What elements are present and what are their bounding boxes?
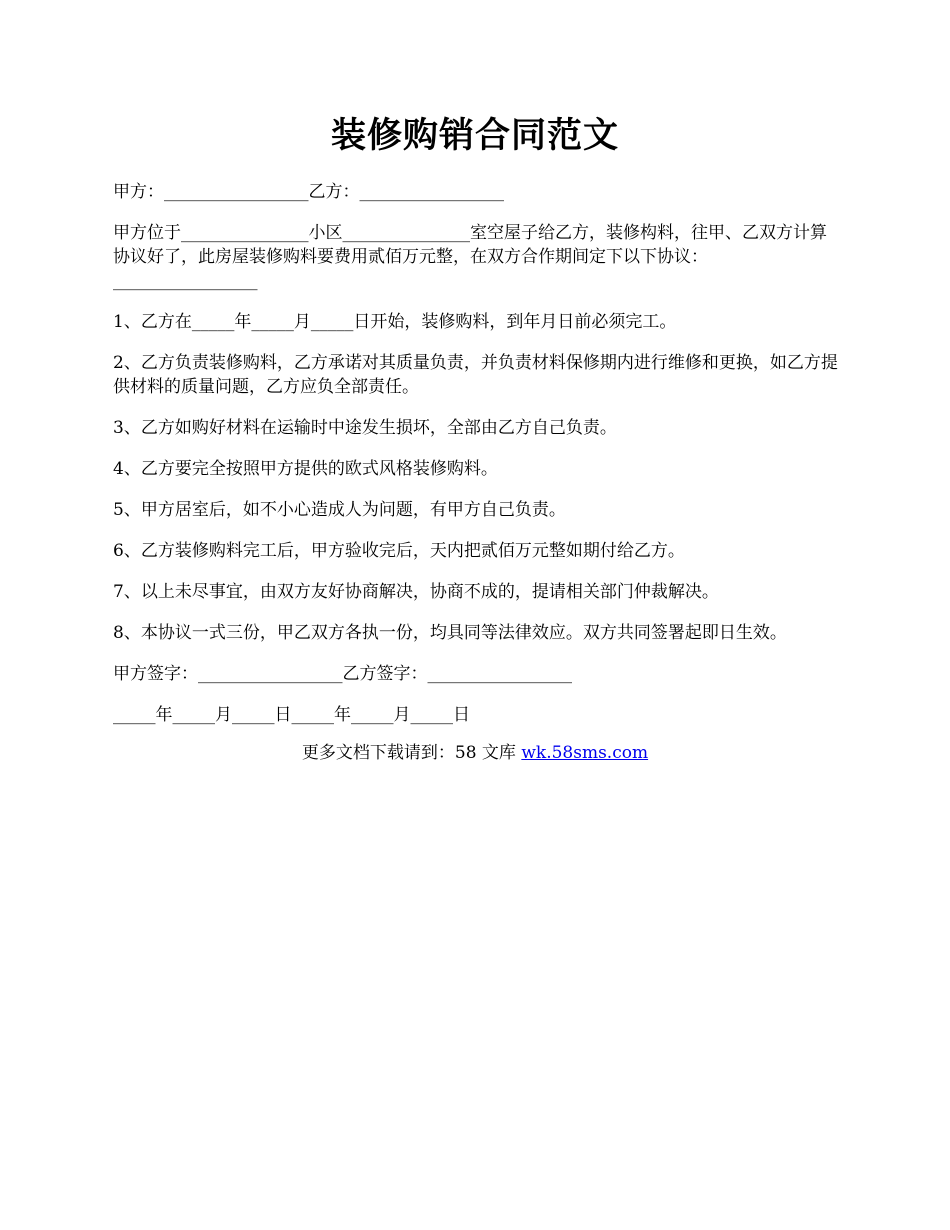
date-line: _____年_____月_____日_____年_____月_____日	[113, 705, 470, 725]
clause-1: 1、乙方在_____年_____月_____日开始，装修购料，到年月日前必须完工。	[113, 312, 677, 332]
intro-paragraph: 甲方位于_______________小区_______________室空屋子给乙方，装修构料，往甲、乙双方计算协议好了，此房屋装修购料要费用贰佰万元整，在双方合作期间定下以下协议：_________________	[113, 223, 827, 291]
signature-line: 甲方签字：_________________乙方签字：_________________	[113, 664, 572, 684]
footer-link[interactable]: wk.58sms.com	[521, 743, 649, 763]
clause-3: 3、乙方如购好材料在运输时中途发生损坏，全部由乙方自己负责。	[113, 418, 617, 438]
document-body	[113, 180, 843, 744]
document-title: 装修购销合同范文	[330, 115, 619, 156]
download-footer	[0, 741, 950, 765]
clause-4: 4、乙方要完全按照甲方提供的欧式风格装修购料。	[113, 459, 498, 479]
party-line: 甲方：_________________乙方：_________________	[113, 182, 504, 202]
clause-5: 5、甲方居室后，如不小心造成人为问题，有甲方自己负责。	[113, 500, 566, 520]
clause-7: 7、以上未尽事宜，由双方友好协商解决，协商不成的，提请相关部门仲裁解决。	[113, 582, 719, 602]
footer-text: 更多文档下载请到：58 文库	[301, 743, 522, 763]
clause-2: 2、乙方负责装修购料，乙方承诺对其质量负责，并负责材料保修期内进行维修和更换，如乙方提供材料的质量问题，乙方应负全部责任。	[113, 353, 838, 397]
clause-8: 8、本协议一式三份，甲乙双方各执一份，均具同等法律效应。双方共同签署起即日生效。	[113, 623, 787, 643]
clause-6: 6、乙方装修购料完工后，甲方验收完后，天内把贰佰万元整如期付给乙方。	[113, 541, 685, 561]
